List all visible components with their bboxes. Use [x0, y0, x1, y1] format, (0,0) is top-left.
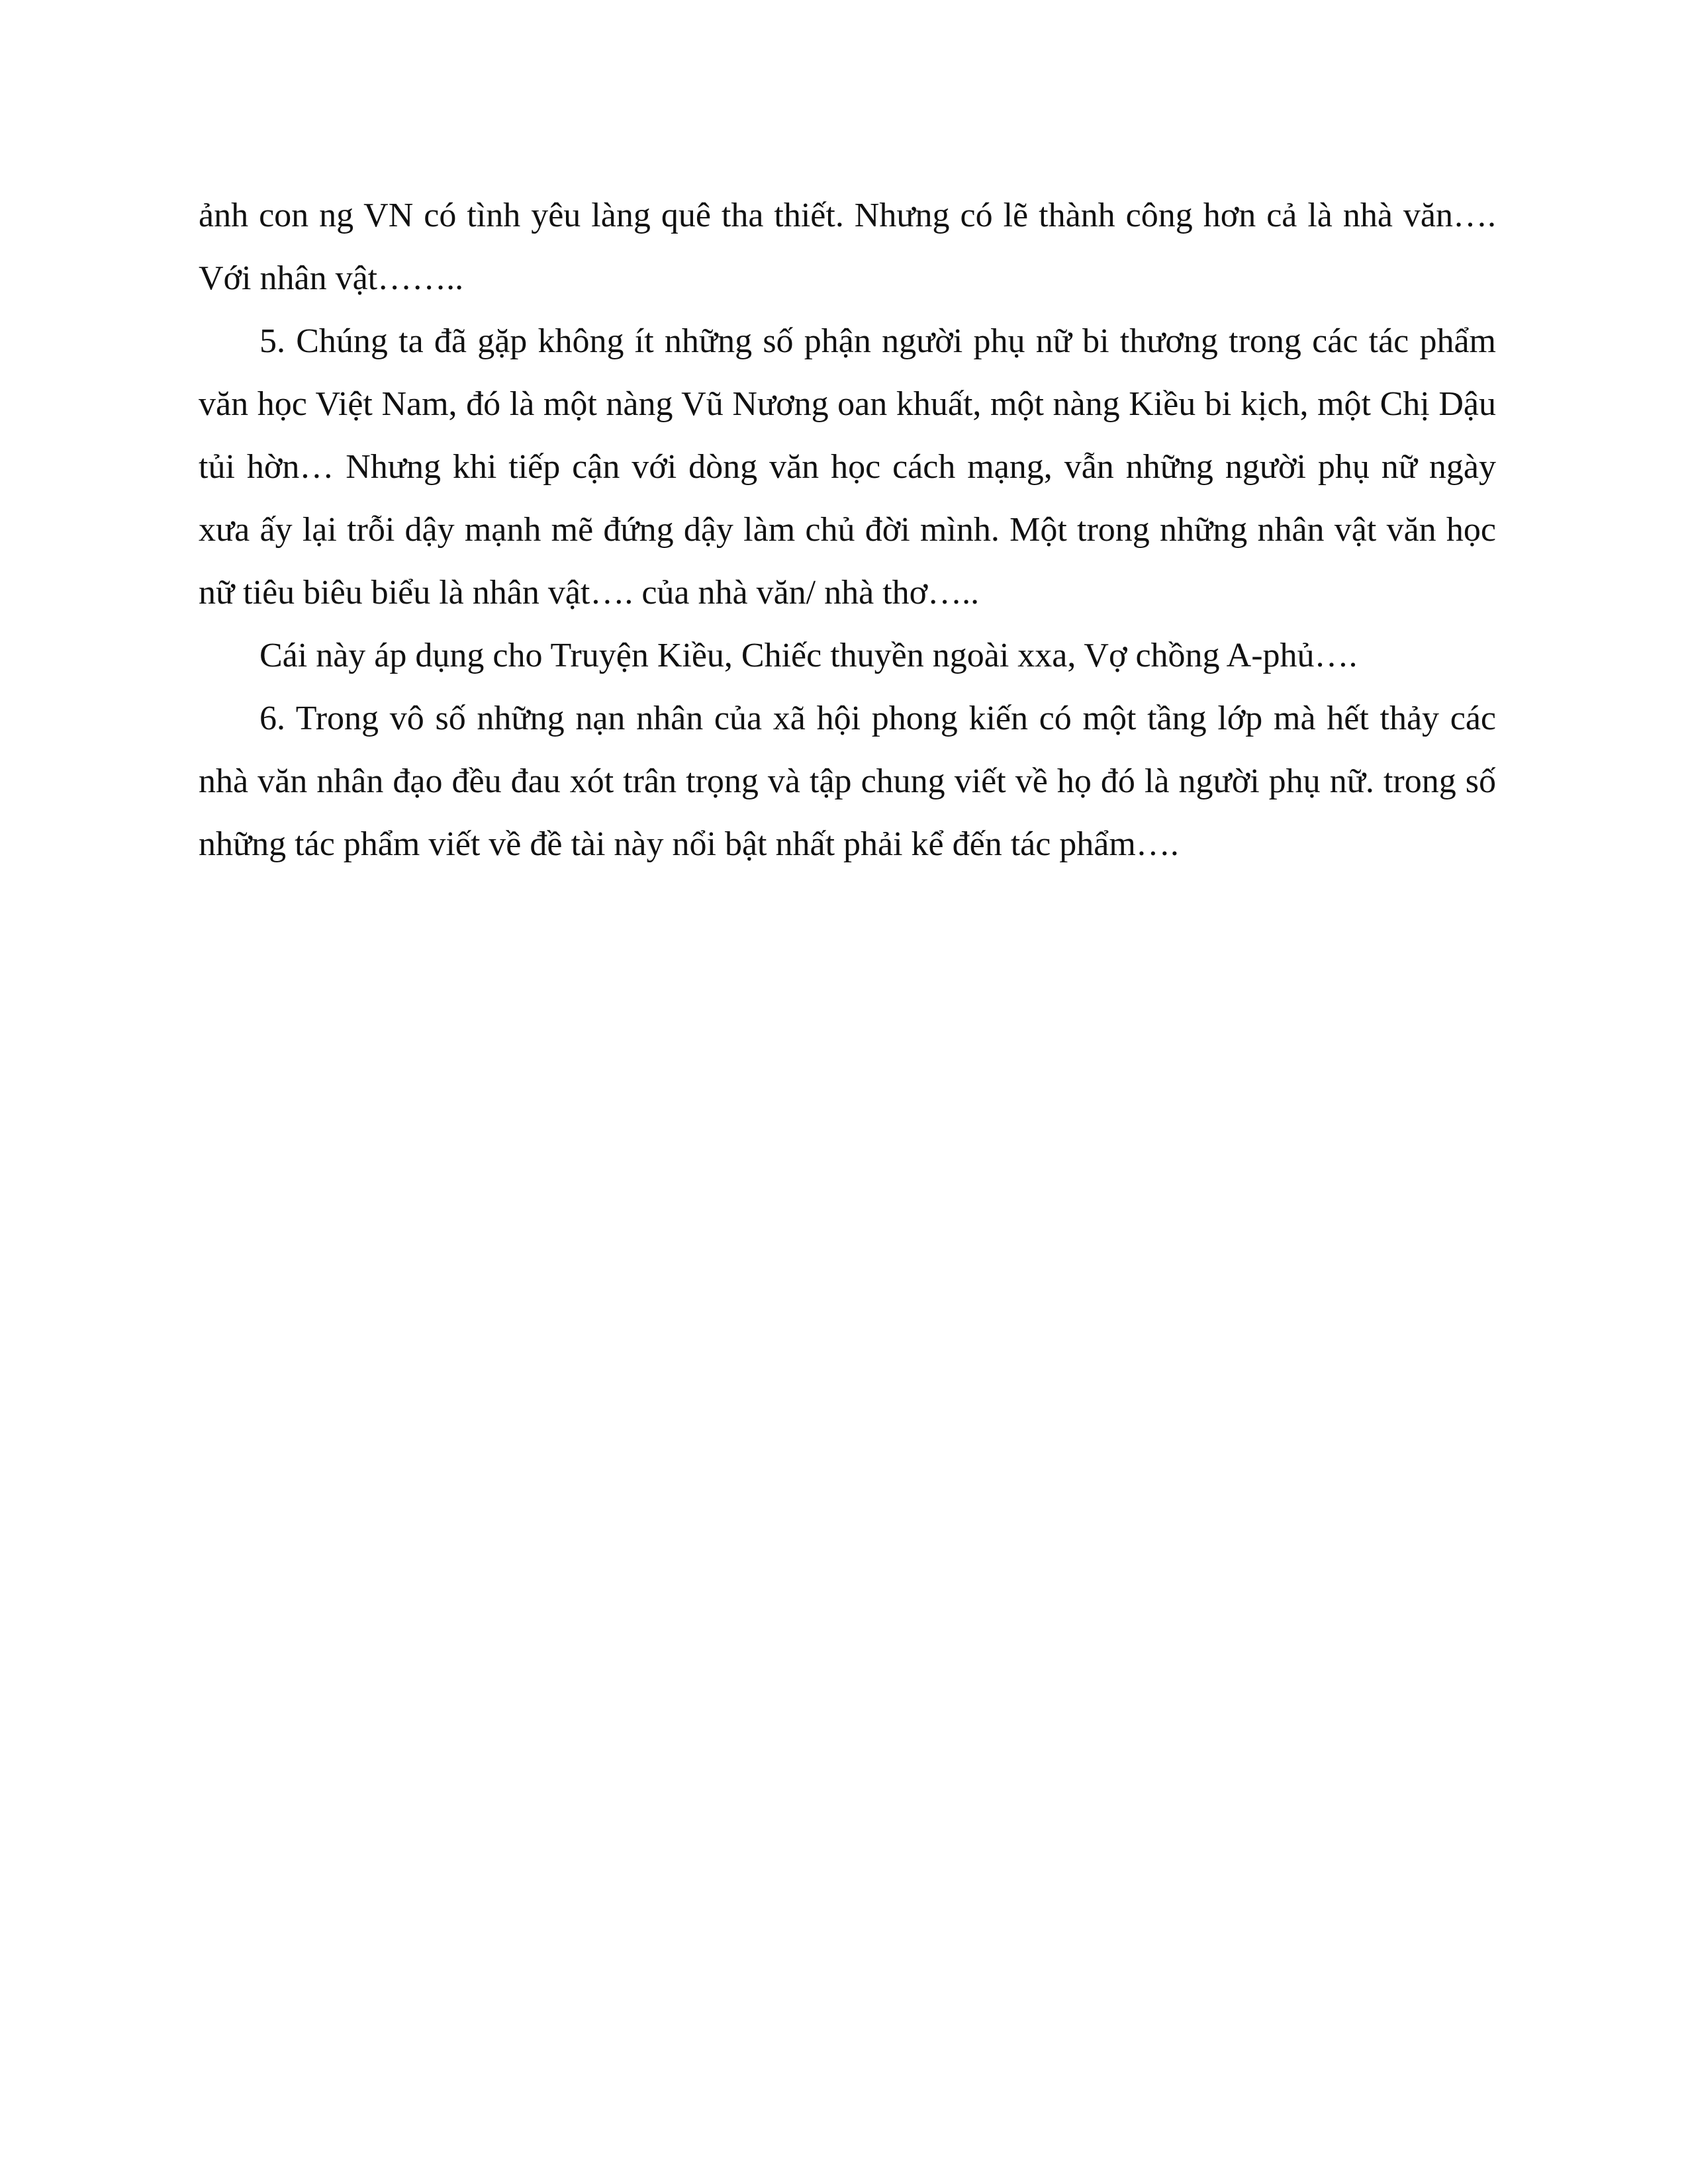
document-body	[199, 184, 1496, 876]
paragraph-continuation: ảnh con ng VN có tình yêu làng quê tha thiết. Nhưng có lẽ thành công hơn cả là nhà văn…. Với nhân vật……..	[199, 197, 1496, 297]
paragraph-item-6: 6. Trong vô số những nạn nhân của xã hội phong kiến có một tầng lớp mà hết thảy các nhà văn nhân đạo đều đau xót trân trọng và tập chung viết về họ đó là người phụ nữ. trong số những tác phẩm viết về đề tài này nổi bật nhất phải kể đến tác phẩm….	[199, 700, 1496, 863]
paragraph-note: Cái này áp dụng cho Truyện Kiều, Chiếc thuyền ngoài xxa, Vợ chồng A-phủ….	[259, 637, 1358, 674]
paragraph-item-5: 5. Chúng ta đã gặp không ít những số phận người phụ nữ bi thương trong các tác phẩm văn học Việt Nam, đó là một nàng Vũ Nương oan khuất, một nàng Kiều bi kịch, một Chị Dậu tủi hờn… Nhưng khi tiếp cận với dòng văn học cách mạng, vẫn những người phụ nữ ngày xưa ấy lại trỗi dậy mạnh mẽ đứng dậy làm chủ đời mình. Một trong những nhân vật văn học nữ tiêu biêu biểu là nhân vật…. của nhà văn/ nhà thơ…..	[199, 322, 1496, 612]
